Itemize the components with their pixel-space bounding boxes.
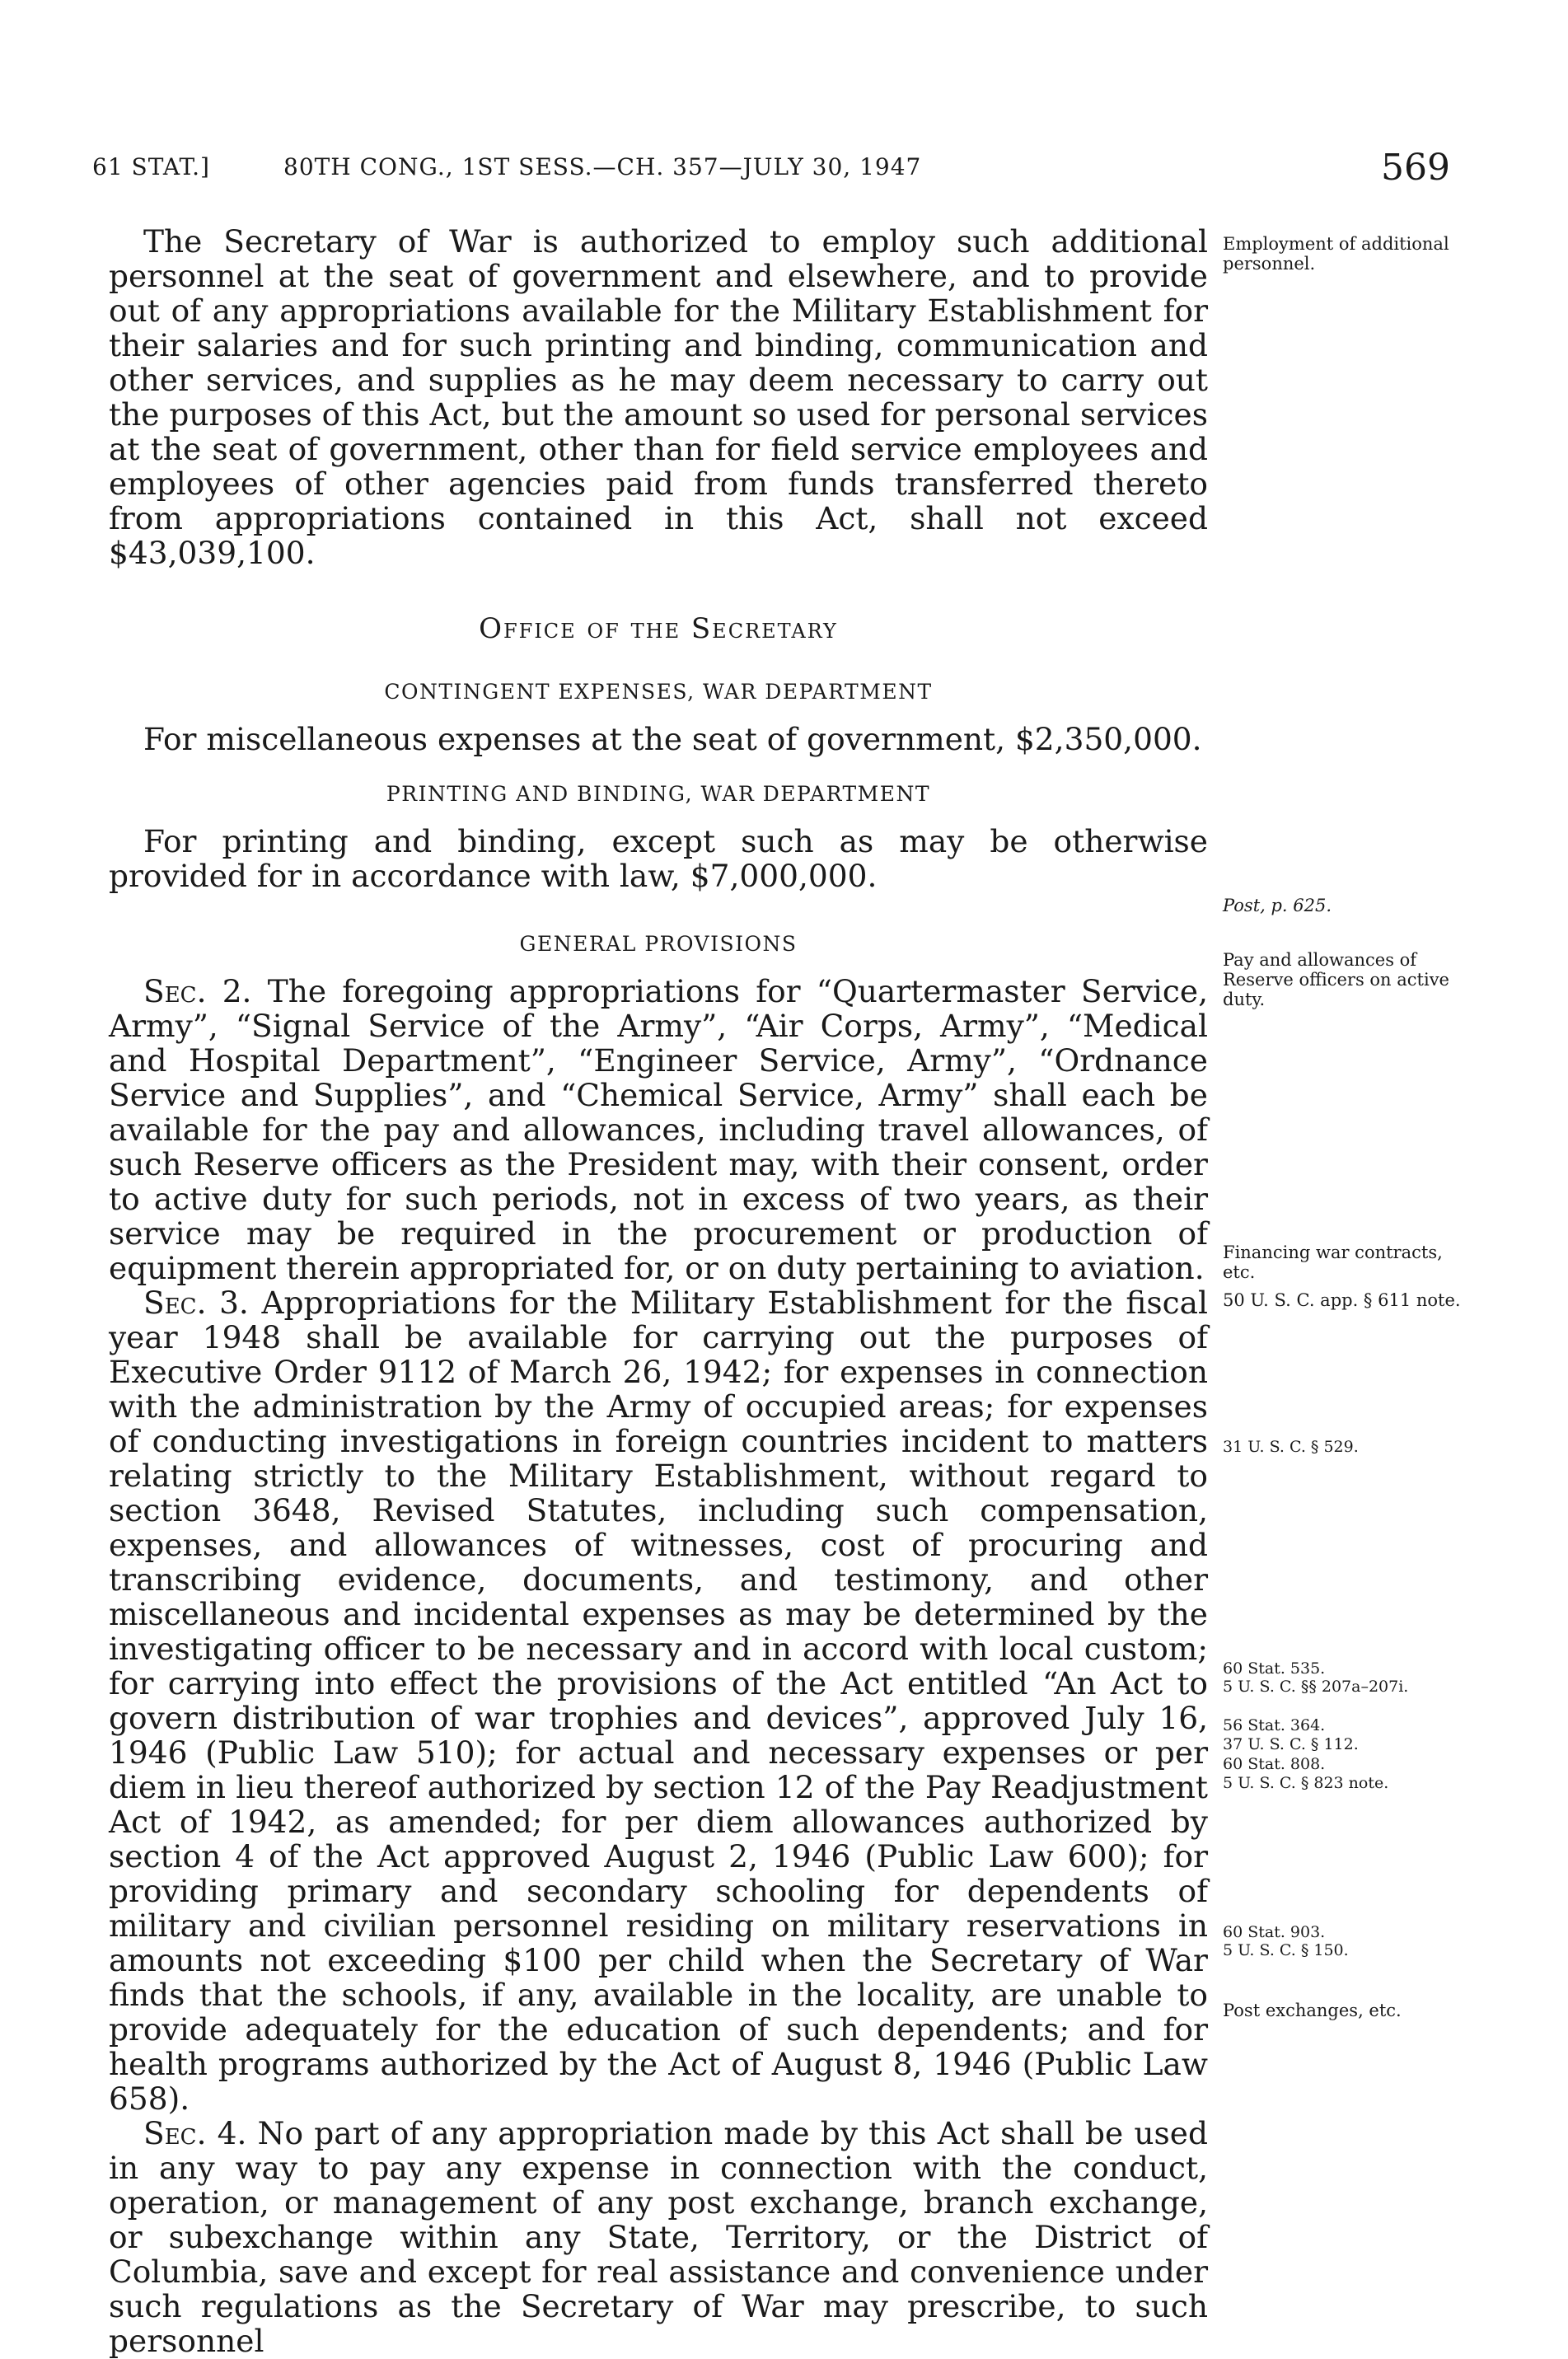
paragraph-printing-binding: For printing and binding, except such as may be otherwise provided for in accordance with law, $7,000,000. [109,823,1208,895]
margin-note-31-usc-529: 31 U. S. C. § 529. [1223,1438,1359,1456]
running-header [92,147,1450,204]
margin-note-60-stat-535: 60 Stat. 535. [1223,1659,1326,1678]
main-text-column [109,224,1208,2358]
heading-contingent-expenses: CONTINGENT EXPENSES, WAR DEPARTMENT [384,680,933,704]
margin-note-pay-allowances: Pay and allowances of Reserve officers on active duty. [1223,950,1449,1010]
margin-note-5-usc-823: 5 U. S. C. § 823 note. [1223,1774,1389,1792]
paragraph-additional-personnel: The Secretary of War is authorized to employ such additional personnel at the seat of government and elsewhere, and to provide out of any appropriations available for the Military Establishment for their salaries and for such printing and binding, communication and other services, and supplies as he may deem necessary to carry out the purposes of this Act, but the amount so used for personal services at the seat of government, other than for field service employees and employees of other agencies paid from funds transferred thereto from appropriations contained in this Act, shall not exceed $43,039,100. [109,223,1208,571]
section-2-label: Sec. 2. [143,973,252,1010]
post-ref-text: Post, p. 625. [1223,896,1332,915]
section-2 [109,974,1208,1285]
section-3-label: Sec. 3. [143,1285,249,1322]
heading-office-of-secretary: Office of the Secretary [479,612,838,645]
section-4-label: Sec. 4. [143,2115,247,2152]
margin-note-post-exchanges: Post exchanges, etc. [1223,2001,1402,2020]
margin-note-financing: Financing war contracts, etc. [1223,1243,1443,1283]
page-number: 569 [1381,147,1450,189]
margin-note-financing-citation: 50 U. S. C. app. § 611 note. [1223,1290,1461,1310]
section-3 [109,1285,1208,2116]
paragraph-contingent-expenses: For miscellaneous expenses at the seat of government, $2,350,000. [143,721,1202,758]
margin-note-5-usc-150: 5 U. S. C. § 150. [1223,1941,1349,1959]
margin-note-37-usc-112: 37 U. S. C. § 112. [1223,1735,1359,1753]
congress-session-chapter: 80TH CONG., 1ST SESS.—CH. 357—JULY 30, 1947 [283,153,922,180]
statute-volume: 61 STAT.] [92,153,210,180]
margin-note-60-stat-903: 60 Stat. 903. [1223,1923,1326,1941]
margin-note-5-usc-207a: 5 U. S. C. §§ 207a–207i. [1223,1678,1409,1696]
margin-note-post-reference [1223,896,1475,915]
margin-note-60-stat-808: 60 Stat. 808. [1223,1755,1326,1773]
margin-note-employment: Employment of additional personnel. [1223,234,1449,274]
section-2-text: The foregoing appropriations for “Quartermaster Service, Army”, “Signal Service of the Army”, “Air Corps, Army”, “Medical and Hospital Department”, “Engineer Service, Army”, “Ordnance Service and Supplies”, and “Chemical Service, Army” shall each be available for the pay and allowances, including travel allowances, of such Reserve officers as the President may, with their consent, order to active duty for such periods, not in excess of two years, as their service may be required in the procurement or production of equipment therein appropriated for, or on duty pertaining to aviation. [109,973,1208,1287]
heading-printing-binding: PRINTING AND BINDING, WAR DEPARTMENT [386,782,931,807]
section-3-text: Appropriations for the Military Establishment for the fiscal year 1948 shall be available for carrying out the purposes of Executive Order 9112 of March 26, 1942; for expenses in connection with the administration by the Army of occupied areas; for expenses of conducting investigations in foreign countries incident to matters relating strictly to the Military Establishment, without regard to section 3648, Revised Statutes, including such compensation, expenses, and allowances of witnesses, cost of procuring and transcribing evidence, documents, and testimony, and other miscellaneous and incidental expenses as may be determined by the investigating officer to be necessary and in accord with local custom; for carrying into effect the provisions of the Act entitled “An Act to govern distribution of war trophies and devices”, approved July 16, 1946 (Public Law 510); for actual and necessary expenses or per diem in lieu thereof authorized by section 12 of the Pay Readjustment Act of 1942, as amended; for per diem allowances authorized by section 4 of the Act approved August 2, 1946 (Public Law 600); for providing primary and secondary schooling for dependents of military and civilian personnel residing on military reservations in amounts not exceeding $100 per child when the Secretary of War finds that the schools, if any, available in the locality, are unable to provide adequately for the education of such dependents; and for health programs authorized by the Act of August 8, 1946 (Public Law 658). [109,1285,1208,2118]
section-4-text: No part of any appropriation made by this Act shall be used in any way to pay any expense in connection with the conduct, operation, or management of any post exchange, branch exchange, or subexchange within any State, Territory, or the District of Columbia, save and except for real assistance and convenience under such regulations as the Secretary of War may prescribe, to such personnel [109,2115,1208,2359]
section-4 [109,2116,1208,2358]
heading-general-provisions: GENERAL PROVISIONS [519,932,798,957]
margin-note-56-stat-364: 56 Stat. 364. [1223,1716,1326,1734]
